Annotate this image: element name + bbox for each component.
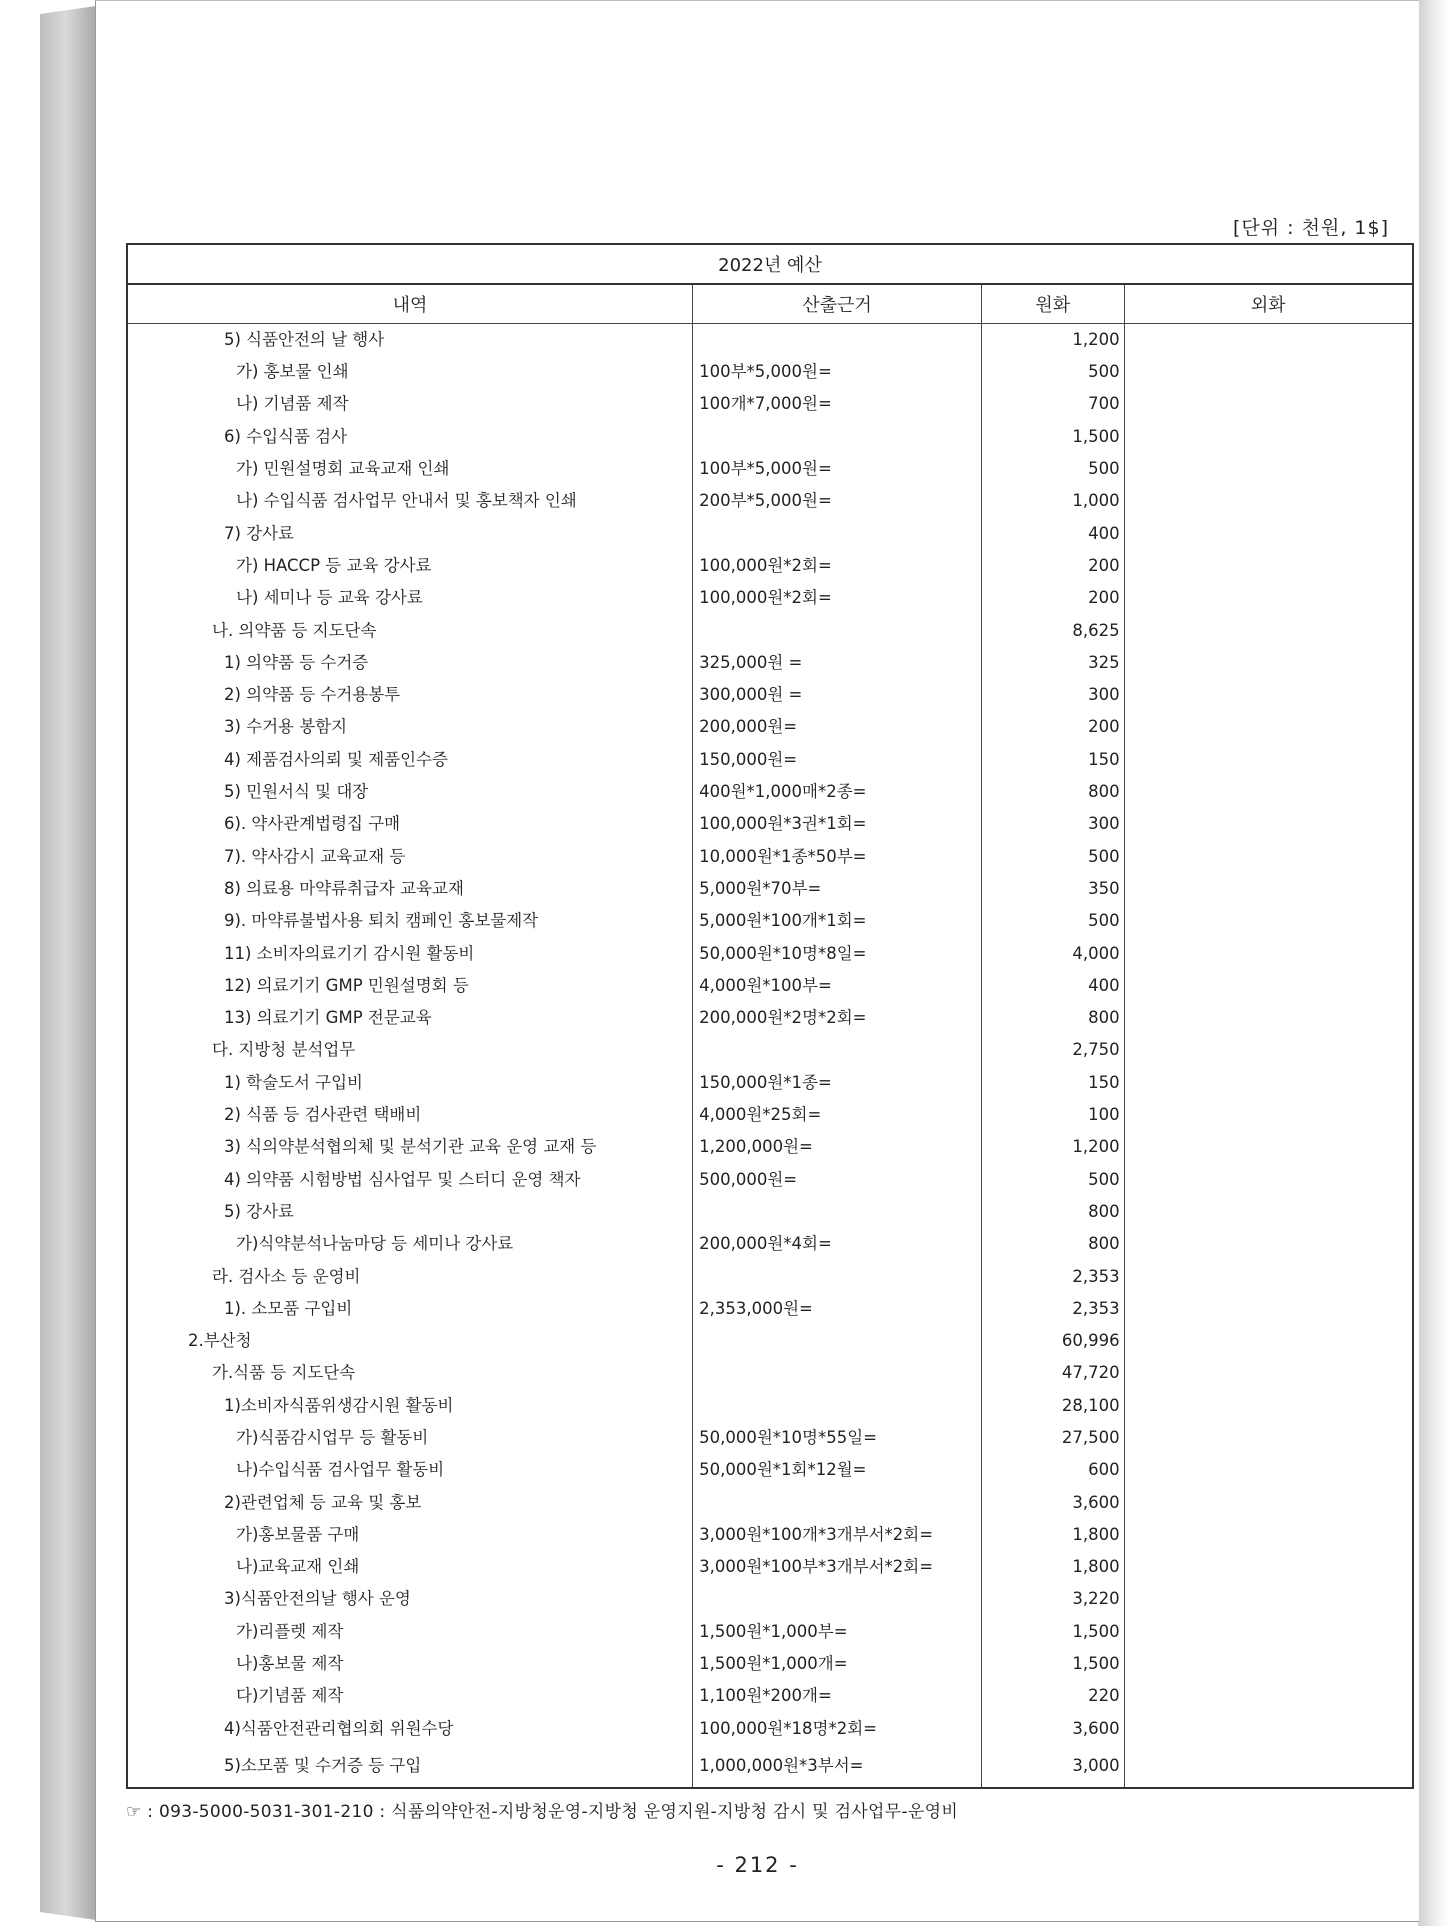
row-item: 1)소비자식품위생감시원 활동비 xyxy=(127,1390,693,1422)
row-item: 9). 마약류불법사용 퇴치 캠페인 홍보물제작 xyxy=(127,905,693,937)
row-basis: 100부*5,000원= xyxy=(693,453,982,485)
row-basis: 100,000원*3권*1회= xyxy=(693,808,982,840)
table-row xyxy=(127,550,1413,582)
table-row xyxy=(127,1454,1413,1486)
table-row xyxy=(127,1713,1413,1745)
table-row xyxy=(127,1099,1413,1131)
row-item: 5)소모품 및 수거증 등 구입 xyxy=(127,1745,693,1788)
row-krw: 2,750 xyxy=(981,1035,1124,1067)
row-item: 5) 강사료 xyxy=(127,1196,693,1228)
row-fx xyxy=(1124,1551,1413,1583)
row-basis: 3,000원*100부*3개부서*2회= xyxy=(693,1551,982,1583)
table-row xyxy=(127,1519,1413,1551)
row-fx xyxy=(1124,1680,1413,1712)
table-row xyxy=(127,1131,1413,1163)
row-basis xyxy=(693,1325,982,1357)
row-fx xyxy=(1124,873,1413,905)
row-item: 2)관련업체 등 교육 및 홍보 xyxy=(127,1487,693,1519)
row-basis: 10,000원*1종*50부= xyxy=(693,841,982,873)
page-edge-left xyxy=(40,6,96,1920)
row-basis: 50,000원*10명*8일= xyxy=(693,938,982,970)
table-row xyxy=(127,1164,1413,1196)
header-item: 내역 xyxy=(127,284,693,324)
row-item: 7) 강사료 xyxy=(127,518,693,550)
row-krw: 200 xyxy=(981,712,1124,744)
row-krw: 400 xyxy=(981,970,1124,1002)
document-page xyxy=(95,0,1419,1922)
row-basis: 325,000원 = xyxy=(693,647,982,679)
table-row xyxy=(127,873,1413,905)
row-basis: 1,500원*1,000개= xyxy=(693,1648,982,1680)
row-item: 12) 의료기기 GMP 민원설명회 등 xyxy=(127,970,693,1002)
row-item: 3) 식의약분석협의체 및 분석기관 교육 운영 교재 등 xyxy=(127,1131,693,1163)
row-fx xyxy=(1124,1454,1413,1486)
row-krw: 700 xyxy=(981,389,1124,421)
table-row xyxy=(127,615,1413,647)
row-basis xyxy=(693,421,982,453)
row-item: 8) 의료용 마약류취급자 교육교재 xyxy=(127,873,693,905)
row-fx xyxy=(1124,1164,1413,1196)
row-item: 2) 식품 등 검사관련 택배비 xyxy=(127,1099,693,1131)
row-basis: 200,000원*4회= xyxy=(693,1228,982,1260)
row-basis: 200부*5,000원= xyxy=(693,485,982,517)
table-row xyxy=(127,389,1413,421)
row-fx xyxy=(1124,582,1413,614)
row-basis: 2,353,000원= xyxy=(693,1293,982,1325)
row-fx xyxy=(1124,776,1413,808)
row-krw: 300 xyxy=(981,808,1124,840)
row-basis: 1,000,000원*3부서= xyxy=(693,1745,982,1788)
row-fx xyxy=(1124,324,1413,357)
row-item: 가.식품 등 지도단속 xyxy=(127,1358,693,1390)
row-basis xyxy=(693,324,982,357)
row-fx xyxy=(1124,1002,1413,1034)
row-item: 3)식품안전의날 행사 운영 xyxy=(127,1584,693,1616)
row-basis: 200,000원*2명*2회= xyxy=(693,1002,982,1034)
row-fx xyxy=(1124,1099,1413,1131)
row-krw: 800 xyxy=(981,1002,1124,1034)
row-item: 나)교육교재 인쇄 xyxy=(127,1551,693,1583)
row-krw: 800 xyxy=(981,1196,1124,1228)
row-basis: 150,000원= xyxy=(693,744,982,776)
row-fx xyxy=(1124,356,1413,388)
table-row xyxy=(127,938,1413,970)
row-item: 11) 소비자의료기기 감시원 활동비 xyxy=(127,938,693,970)
row-krw: 1,500 xyxy=(981,1648,1124,1680)
row-basis: 1,100원*200개= xyxy=(693,1680,982,1712)
row-fx xyxy=(1124,453,1413,485)
row-basis: 150,000원*1종= xyxy=(693,1067,982,1099)
table-row xyxy=(127,1358,1413,1390)
row-fx xyxy=(1124,1390,1413,1422)
header-basis: 산출근거 xyxy=(693,284,982,324)
row-fx xyxy=(1124,1067,1413,1099)
table-row xyxy=(127,1002,1413,1034)
row-krw: 500 xyxy=(981,453,1124,485)
row-krw: 3,600 xyxy=(981,1487,1124,1519)
row-krw: 500 xyxy=(981,1164,1124,1196)
row-krw: 1,500 xyxy=(981,1616,1124,1648)
row-krw: 1,200 xyxy=(981,1131,1124,1163)
row-basis: 500,000원= xyxy=(693,1164,982,1196)
table-row xyxy=(127,1228,1413,1260)
row-item: 3) 수거용 봉함지 xyxy=(127,712,693,744)
row-krw: 200 xyxy=(981,582,1124,614)
row-fx xyxy=(1124,841,1413,873)
row-fx xyxy=(1124,389,1413,421)
row-fx xyxy=(1124,1358,1413,1390)
row-basis xyxy=(693,615,982,647)
row-fx xyxy=(1124,1131,1413,1163)
row-basis: 300,000원 = xyxy=(693,679,982,711)
table-row xyxy=(127,744,1413,776)
row-basis: 1,500원*1,000부= xyxy=(693,1616,982,1648)
row-krw: 1,200 xyxy=(981,324,1124,357)
row-basis: 50,000원*1회*12월= xyxy=(693,1454,982,1486)
table-title: 2022년 예산 xyxy=(127,244,1413,284)
budget-table xyxy=(126,243,1414,1789)
table-row xyxy=(127,776,1413,808)
table-row xyxy=(127,1067,1413,1099)
table-row xyxy=(127,1584,1413,1616)
row-krw: 3,600 xyxy=(981,1713,1124,1745)
table-row xyxy=(127,453,1413,485)
row-fx xyxy=(1124,1196,1413,1228)
row-item: 2) 의약품 등 수거용봉투 xyxy=(127,679,693,711)
row-item: 6) 수입식품 검사 xyxy=(127,421,693,453)
table-row xyxy=(127,1261,1413,1293)
row-krw: 1,800 xyxy=(981,1519,1124,1551)
row-krw: 220 xyxy=(981,1680,1124,1712)
table-row xyxy=(127,647,1413,679)
row-item: 4) 의약품 시험방법 심사업무 및 스터디 운영 책자 xyxy=(127,1164,693,1196)
table-row xyxy=(127,421,1413,453)
row-basis: 100,000원*2회= xyxy=(693,550,982,582)
row-item: 2.부산청 xyxy=(127,1325,693,1357)
row-basis: 4,000원*100부= xyxy=(693,970,982,1002)
row-item: 가) 민원설명회 교육교재 인쇄 xyxy=(127,453,693,485)
table-row xyxy=(127,808,1413,840)
row-item: 나) 세미나 등 교육 강사료 xyxy=(127,582,693,614)
row-basis xyxy=(693,1487,982,1519)
row-item: 라. 검사소 등 운영비 xyxy=(127,1261,693,1293)
row-item: 나)홍보물 제작 xyxy=(127,1648,693,1680)
page-number: - 212 - xyxy=(716,1853,799,1877)
row-fx xyxy=(1124,1584,1413,1616)
row-basis: 100개*7,000원= xyxy=(693,389,982,421)
row-basis xyxy=(693,1584,982,1616)
table-row xyxy=(127,1616,1413,1648)
row-fx xyxy=(1124,1228,1413,1260)
row-basis: 200,000원= xyxy=(693,712,982,744)
table-row xyxy=(127,1035,1413,1067)
row-item: 다)기념품 제작 xyxy=(127,1680,693,1712)
table-row xyxy=(127,1487,1413,1519)
table-row xyxy=(127,679,1413,711)
row-item: 4) 제품검사의뢰 및 제품인수증 xyxy=(127,744,693,776)
table-row xyxy=(127,1390,1413,1422)
row-fx xyxy=(1124,712,1413,744)
row-item: 1). 소모품 구입비 xyxy=(127,1293,693,1325)
row-krw: 150 xyxy=(981,1067,1124,1099)
row-krw: 100 xyxy=(981,1099,1124,1131)
row-basis xyxy=(693,1196,982,1228)
row-krw: 325 xyxy=(981,647,1124,679)
row-basis: 5,000원*100개*1회= xyxy=(693,905,982,937)
table-body xyxy=(127,324,1413,1789)
row-basis xyxy=(693,1390,982,1422)
row-basis: 50,000원*10명*55일= xyxy=(693,1422,982,1454)
row-basis: 100,000원*18명*2회= xyxy=(693,1713,982,1745)
page-edge-right xyxy=(1418,0,1450,1926)
table-row xyxy=(127,970,1413,1002)
row-krw: 2,353 xyxy=(981,1261,1124,1293)
row-krw: 28,100 xyxy=(981,1390,1124,1422)
row-krw: 800 xyxy=(981,776,1124,808)
table-row xyxy=(127,1196,1413,1228)
row-basis: 1,200,000원= xyxy=(693,1131,982,1163)
row-basis xyxy=(693,1035,982,1067)
row-item: 나) 수입식품 검사업무 안내서 및 홍보책자 인쇄 xyxy=(127,485,693,517)
row-krw: 60,996 xyxy=(981,1325,1124,1357)
table-row xyxy=(127,582,1413,614)
row-item: 가) 홍보물 인쇄 xyxy=(127,356,693,388)
row-krw: 500 xyxy=(981,841,1124,873)
row-fx xyxy=(1124,905,1413,937)
row-item: 나. 의약품 등 지도단속 xyxy=(127,615,693,647)
row-fx xyxy=(1124,679,1413,711)
unit-label: [단위 : 천원, 1$] xyxy=(1233,217,1389,239)
row-item: 4)식품안전관리협의회 위원수당 xyxy=(127,1713,693,1745)
row-krw: 350 xyxy=(981,873,1124,905)
row-fx xyxy=(1124,970,1413,1002)
row-krw: 600 xyxy=(981,1454,1124,1486)
row-krw: 400 xyxy=(981,518,1124,550)
row-fx xyxy=(1124,1261,1413,1293)
row-fx xyxy=(1124,615,1413,647)
row-fx xyxy=(1124,1035,1413,1067)
row-fx xyxy=(1124,1325,1413,1357)
row-krw: 300 xyxy=(981,679,1124,711)
row-basis xyxy=(693,1261,982,1293)
table-row xyxy=(127,712,1413,744)
row-krw: 200 xyxy=(981,550,1124,582)
row-basis: 100부*5,000원= xyxy=(693,356,982,388)
row-basis: 100,000원*2회= xyxy=(693,582,982,614)
row-item: 가) HACCP 등 교육 강사료 xyxy=(127,550,693,582)
header-fx: 외화 xyxy=(1124,284,1413,324)
row-item: 13) 의료기기 GMP 전문교육 xyxy=(127,1002,693,1034)
row-krw: 2,353 xyxy=(981,1293,1124,1325)
row-item: 나) 기념품 제작 xyxy=(127,389,693,421)
row-fx xyxy=(1124,1745,1413,1788)
row-krw: 3,220 xyxy=(981,1584,1124,1616)
row-krw: 8,625 xyxy=(981,615,1124,647)
table-row xyxy=(127,905,1413,937)
row-krw: 150 xyxy=(981,744,1124,776)
row-fx xyxy=(1124,647,1413,679)
row-fx xyxy=(1124,1487,1413,1519)
row-item: 가)식약분석나눔마당 등 세미나 강사료 xyxy=(127,1228,693,1260)
row-fx xyxy=(1124,1519,1413,1551)
row-fx xyxy=(1124,744,1413,776)
table-row xyxy=(127,1680,1413,1712)
row-basis: 400원*1,000매*2종= xyxy=(693,776,982,808)
header-krw: 원화 xyxy=(981,284,1124,324)
row-fx xyxy=(1124,1648,1413,1680)
row-fx xyxy=(1124,1293,1413,1325)
row-item: 가)식품감시업무 등 활동비 xyxy=(127,1422,693,1454)
row-item: 가)홍보물품 구매 xyxy=(127,1519,693,1551)
table-row xyxy=(127,1648,1413,1680)
table-row xyxy=(127,1422,1413,1454)
row-item: 7). 약사감시 교육교재 등 xyxy=(127,841,693,873)
row-fx xyxy=(1124,550,1413,582)
row-item: 가)리플렛 제작 xyxy=(127,1616,693,1648)
row-krw: 3,000 xyxy=(981,1745,1124,1788)
row-fx xyxy=(1124,518,1413,550)
row-item: 1) 학술도서 구입비 xyxy=(127,1067,693,1099)
row-krw: 1,800 xyxy=(981,1551,1124,1583)
row-krw: 1,000 xyxy=(981,485,1124,517)
row-fx xyxy=(1124,1713,1413,1745)
table-row xyxy=(127,485,1413,517)
row-basis: 4,000원*25회= xyxy=(693,1099,982,1131)
table-row xyxy=(127,1293,1413,1325)
row-item: 5) 민원서식 및 대장 xyxy=(127,776,693,808)
row-basis xyxy=(693,1358,982,1390)
row-item: 6). 약사관계법령집 구매 xyxy=(127,808,693,840)
row-item: 1) 의약품 등 수거증 xyxy=(127,647,693,679)
row-krw: 27,500 xyxy=(981,1422,1124,1454)
row-krw: 500 xyxy=(981,356,1124,388)
row-fx xyxy=(1124,421,1413,453)
row-krw: 800 xyxy=(981,1228,1124,1260)
table-row xyxy=(127,518,1413,550)
footnote: ☞ : 093-5000-5031-301-210 : 식품의약안전-지방청운영-지방청 운영지원-지방청 감시 및 검사업무-운영비 xyxy=(126,1802,959,1822)
table-row xyxy=(127,1325,1413,1357)
table-row xyxy=(127,1745,1413,1788)
row-basis: 5,000원*70부= xyxy=(693,873,982,905)
row-item: 다. 지방청 분석업무 xyxy=(127,1035,693,1067)
row-krw: 1,500 xyxy=(981,421,1124,453)
row-basis xyxy=(693,518,982,550)
row-item: 5) 식품안전의 날 행사 xyxy=(127,324,693,357)
table-row xyxy=(127,841,1413,873)
table-row xyxy=(127,356,1413,388)
table-row xyxy=(127,1551,1413,1583)
row-fx xyxy=(1124,1616,1413,1648)
table-row xyxy=(127,324,1413,357)
row-krw: 47,720 xyxy=(981,1358,1124,1390)
row-krw: 500 xyxy=(981,905,1124,937)
row-fx xyxy=(1124,485,1413,517)
row-fx xyxy=(1124,938,1413,970)
row-basis: 3,000원*100개*3개부서*2회= xyxy=(693,1519,982,1551)
row-krw: 4,000 xyxy=(981,938,1124,970)
row-fx xyxy=(1124,1422,1413,1454)
row-item: 나)수입식품 검사업무 활동비 xyxy=(127,1454,693,1486)
row-fx xyxy=(1124,808,1413,840)
